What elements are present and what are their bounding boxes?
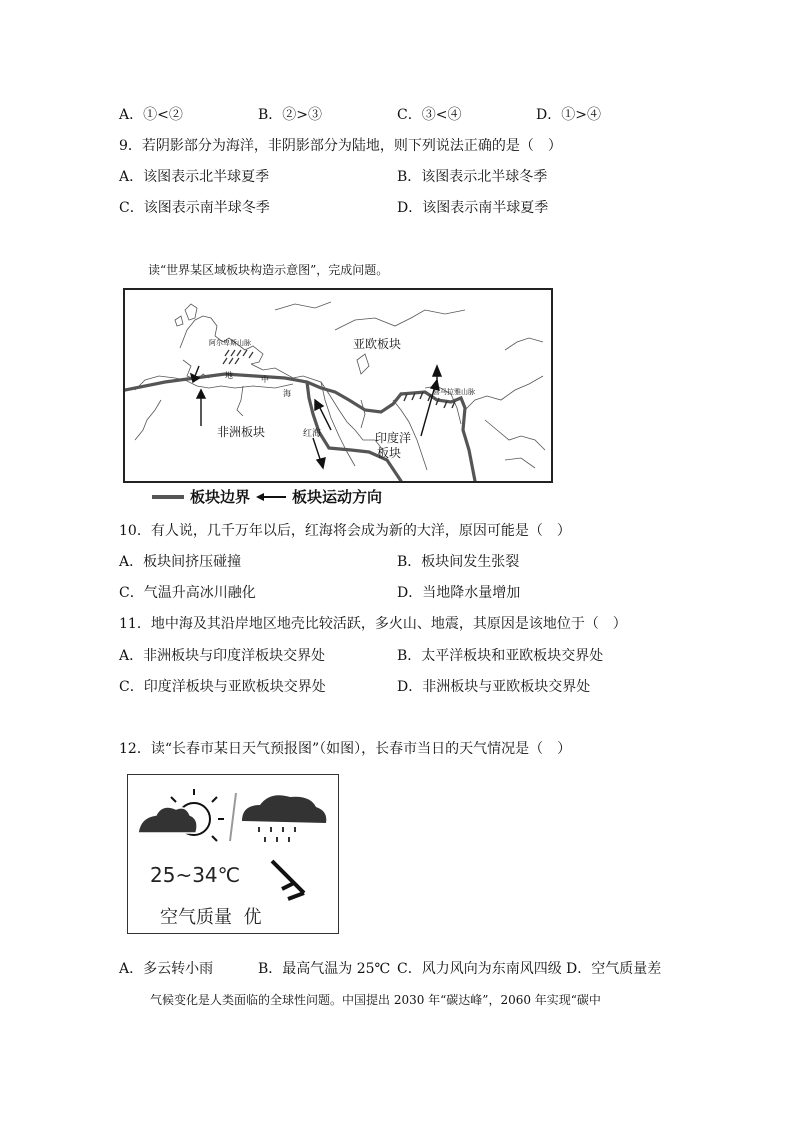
q8-option-b: B．②>③ [258,107,323,123]
q8-option-c: C．③<④ [397,107,462,123]
q9-option-b: B．该图表示北半球冬季 [397,169,548,185]
q9-option-d: D．该图表示南半球夏季 [397,200,549,216]
q9-stem: 9．若阴影部分为海洋，非阴影部分为陆地，则下列说法正确的是（ ） [119,138,562,154]
label-himalaya: 喜马拉雅山脉 [433,388,475,396]
weather-forecast-card [127,774,339,934]
q10-option-c: C．气温升高冰川融化 [119,585,256,601]
label-med-2: 中 [261,375,269,384]
temperature-range: 25~34℃ [150,863,241,887]
q11-option-d: D．非洲板块与亚欧板块交界处 [397,679,591,695]
q12-stem: 12．读“长春市某日天气预报图”（如图），长春市当日的天气情况是（ ） [119,741,572,757]
q11-stem: 11．地中海及其沿岸地区地壳比较活跃，多火山、地震，其原因是该地位于（ ） [119,616,627,632]
legend-direction-text: 板块运动方向 [292,488,383,506]
label-med-3: 海 [283,389,291,398]
legend-boundary-text: 板块边界 [190,488,251,506]
wind-barb-icon [272,861,304,899]
q12-option-b: B．最高气温为 25℃ [258,961,391,977]
rain-drops [258,827,296,842]
boundary-symbol [152,495,184,499]
label-african-plate: 非洲板块 [217,425,266,439]
q10-option-b: B．板块间发生张裂 [397,554,520,570]
q12-option-d: D．空气质量差 [566,961,662,977]
q10-option-d: D．当地降水量增加 [397,585,521,601]
q9-option-a: A．该图表示北半球夏季 [119,169,270,185]
q11-option-a: A．非洲板块与印度洋板块交界处 [119,648,326,664]
q8-option-a: A．①<② [119,107,183,123]
q11-option-c: C．印度洋板块与亚欧板块交界处 [119,679,326,695]
climate-intro: 气候变化是人类面临的全球性问题。中国提出 2030 年“碳达峰”，2060 年实现“碳中 [150,993,601,1007]
map-intro: 读“世界某区域板块构造示意图”，完成问题。 [148,263,389,277]
q10-option-a: A．板块间挤压碰撞 [119,554,242,570]
rain-cloud-icon [242,795,326,823]
q11-option-b: B．太平洋板块和亚欧板块交界处 [397,648,604,664]
q12-option-a: A．多云转小雨 [119,961,214,977]
plate-map-drawing [125,290,551,481]
label-eurasian-plate: 亚欧板块 [353,337,402,351]
q12-option-c: C．风力风向为东南风四级 [397,961,562,977]
label-indian-plate-2: 板块 [377,446,402,460]
cloud-shape-1 [138,807,197,833]
label-alps: 阿尔卑斯山脉 [209,339,251,347]
air-quality: 空气质量 优 [160,907,262,928]
q9-option-c: C．该图表示南半球冬季 [119,200,270,216]
label-med-1: 地 [225,371,233,380]
arrow-left-icon [256,488,286,506]
map-legend [152,486,382,507]
plate-map [123,288,553,483]
q8-option-d: D．①>④ [536,107,601,123]
label-indian-plate-1: 印度洋 [375,431,412,445]
q10-stem: 10．有人说，几千万年以后，红海将会成为新的大洋，原因可能是（ ） [119,523,571,539]
label-red-sea: 红海 [303,429,322,439]
